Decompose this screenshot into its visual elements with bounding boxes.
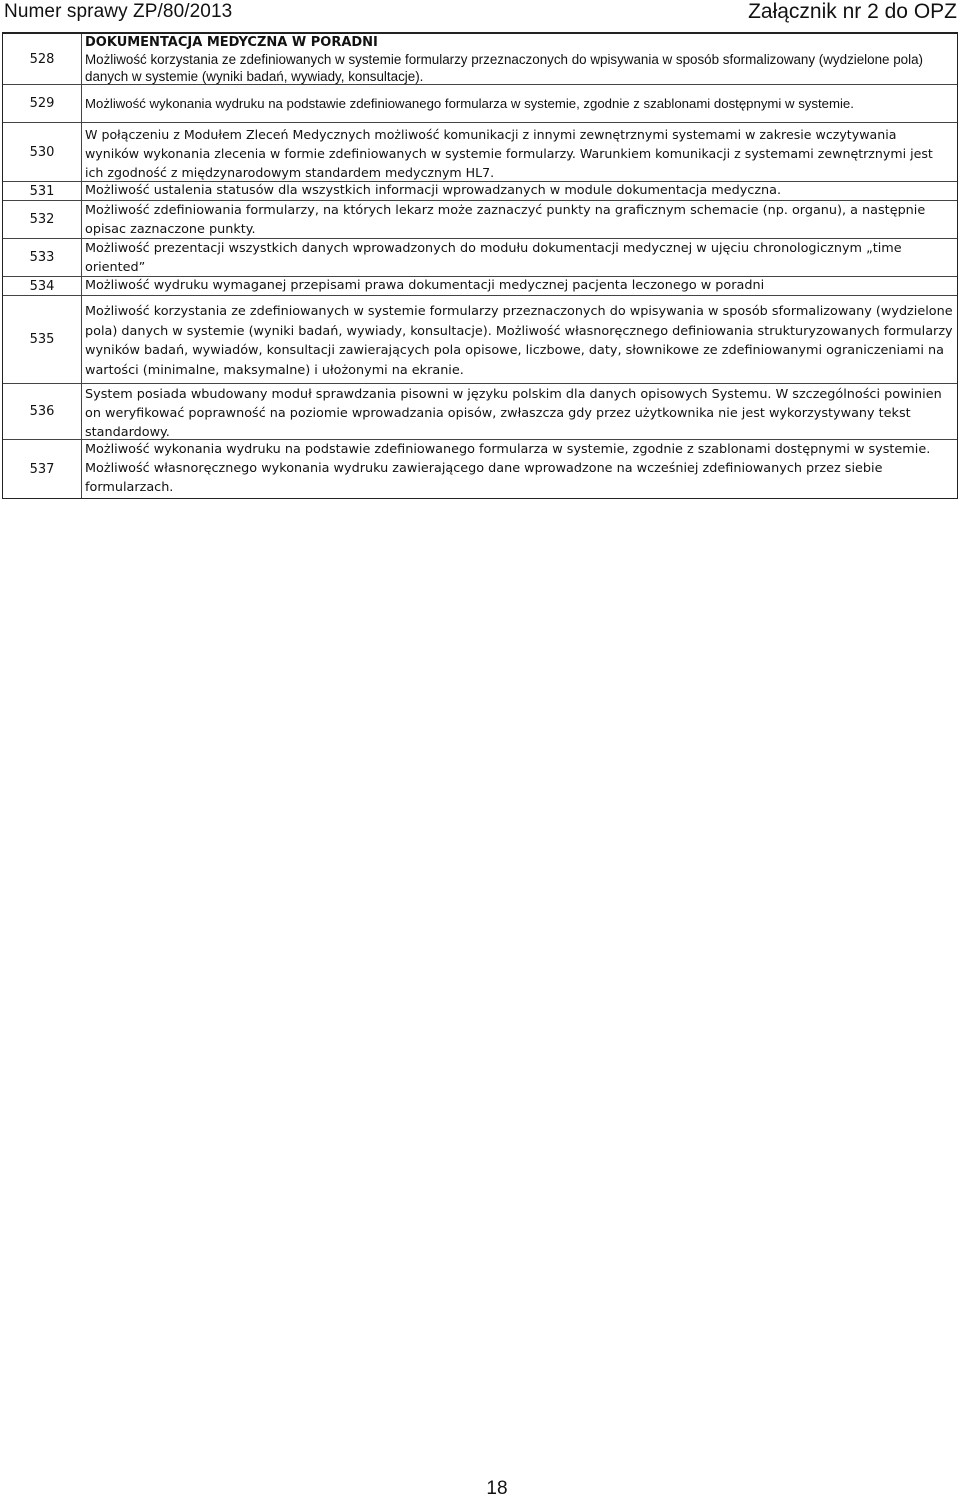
row-text: Możliwość wykonania wydruku na podstawie zdefiniowanego formularza w systemie, zgodnie z szablonami dostępnymi w systemie. Możliwość własnoręcznego wykonania wydruku zawierającego dane wprowadzone na wcześniej zdefiniowanych przez siebie formularzach. xyxy=(85,442,931,495)
table-row xyxy=(3,34,957,85)
row-number: 531 xyxy=(3,182,82,200)
row-text: System posiada wbudowany moduł sprawdzania pisowni w języku polskim dla danych opisowych Systemu. W szczególności powinien on weryfikować poprawność na poziomie wprowadzania opisów, zwłaszcza gdy przez użytkownika nie jest wykorzystywany tekst standardowy. xyxy=(85,387,942,439)
table-row xyxy=(3,201,957,239)
row-text: Możliwość ustalenia statusów dla wszystkich informacji wprowadzanych w module dokumentacja medyczna. xyxy=(85,183,782,198)
row-text: Możliwość zdefiniowania formularzy, na których lekarz może zaznaczyć punkty na graficznym schemacie (np. organu), a następnie opisac zaznaczone punkty. xyxy=(85,203,926,237)
table-row xyxy=(3,85,957,123)
row-text: Możliwość korzystania ze zdefiniowanych w systemie formularzy przeznaczonych do wpisywania w sposób sformalizowany (wydzielone pola) danych w systemie (wyniki badań, wywiady, konsultacje). Możliwość własnoręcznego definiowania strukturyzowanych formularzy wyników badań, wywiadów, konsultacji zawierających pola opisowe, liczbowe, daty, słownikowe ze zdefiniowanymi ograniczeniami na wartości (minimalne, maksymalne) i ułożonymi na ekranie. xyxy=(85,304,953,378)
row-number: 532 xyxy=(3,201,82,238)
table-row xyxy=(3,277,957,296)
table-row xyxy=(3,384,957,440)
case-number: Numer sprawy ZP/80/2013 xyxy=(4,1,233,22)
table-row xyxy=(3,123,957,182)
row-description: Możliwość korzystania ze zdefiniowanych w systemie formularzy przeznaczonych do wpisywania w sposób sformalizowany (wydzielone pola) danych w systemie (wyniki badań, wywiady, konsultacje). xyxy=(85,52,924,84)
requirements-table xyxy=(2,32,958,499)
row-number: 536 xyxy=(3,384,82,439)
table-row xyxy=(3,182,957,201)
row-text: Możliwość prezentacji wszystkich danych wprowadzonych do modułu dokumentacji medycznej w ujęciu chronologicznym „time oriented” xyxy=(85,241,902,275)
row-number: 534 xyxy=(3,277,82,295)
section-title: DOKUMENTACJA MEDYCZNA W PORADNI xyxy=(85,35,378,50)
row-number: 535 xyxy=(3,296,82,383)
row-text xyxy=(82,34,957,84)
row-text: Możliwość wydruku wymaganej przepisami prawa dokumentacji medycznej pacjenta leczonego w poradni xyxy=(85,278,765,293)
table-row xyxy=(3,239,957,277)
page-number: 18 xyxy=(486,1478,508,1499)
row-number: 530 xyxy=(3,123,82,181)
row-number: 533 xyxy=(3,239,82,276)
attachment-label: Załącznik nr 2 do OPZ xyxy=(748,0,957,23)
row-text: W połączeniu z Modułem Zleceń Medycznych możliwość komunikacji z innymi zewnętrznymi systemami w zakresie wczytywania wyników wykonania zlecenia w formie zdefiniowanych w systemie formularzy. Warunkiem komunikacji z systemami zewnętrznymi jest ich zgodność z międzynarodowym standardem medycznym HL7. xyxy=(85,127,933,180)
table-row xyxy=(3,440,957,498)
row-number: 528 xyxy=(3,34,82,84)
table-row xyxy=(3,296,957,384)
page-header xyxy=(0,0,960,30)
row-text: Możliwość wykonania wydruku na podstawie zdefiniowanego formularza w systemie, zgodnie z szablonami dostępnymi w systemie. xyxy=(85,96,854,111)
row-number: 529 xyxy=(3,85,82,122)
row-number: 537 xyxy=(3,440,82,498)
